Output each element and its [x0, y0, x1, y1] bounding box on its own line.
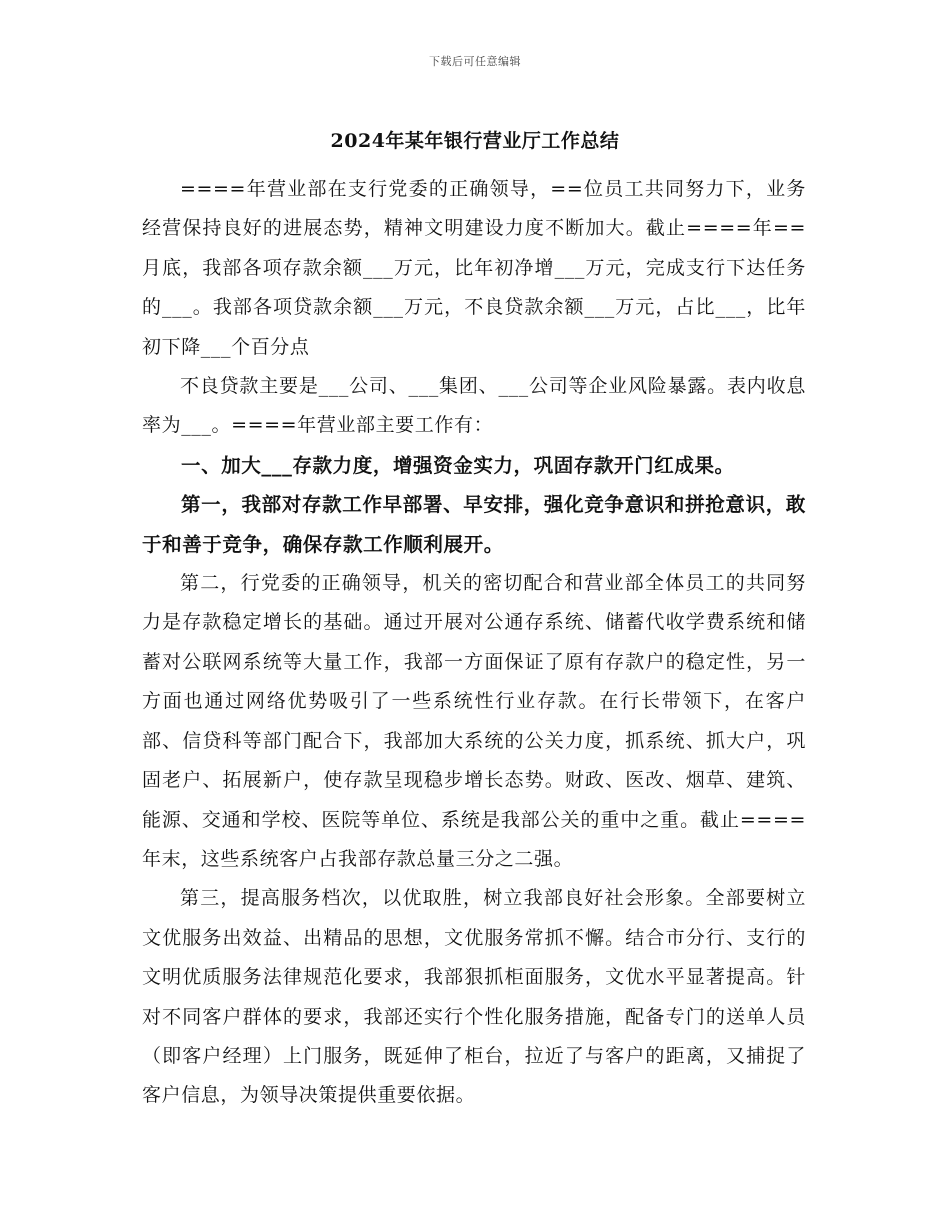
section-heading-deposits: 一、加大___存款力度，增强资金实力，巩固存款开门红成果。: [181, 453, 735, 477]
paragraph-third-point: 第三，提高服务档次，以优取胜，树立我部良好社会形象。全部要树立文优服务出效益、出精品的思想，文优服务常抓不懈。结合市分行、支行的文明优质服务法律规范化要求，我部狠抓柜面服务，文优水平显著提高。针对不同客户群体的要求，我部还实行个性化服务措施，配备专门的送单人员（即客户经理）上门服务，既延伸了柜台，拉近了与客户的距离，又捕捉了客户信息，为领导决策提供重要依据。: [142, 887, 806, 1107]
paragraph-intro: ====年营业部在支行党委的正确领导，==位员工共同努力下，业务经营保持良好的进展态势，精神文明建设力度不断加大。截止====年==月底，我部各项存款余额___万元，比年初净增___万元，完成支行下达任务的___。我部各项贷款余额___万元，不良贷款余额___万元，占比___，比年初下降___个百分点: [142, 178, 806, 358]
page-header-note: 下载后可任意编辑: [429, 55, 521, 68]
document-body: [142, 170, 806, 1116]
document-title: 2024年某年银行营业厅工作总结: [330, 130, 620, 152]
paragraph-second-point: 第二，行党委的正确领导，机关的密切配合和营业部全体员工的共同努力是存款稳定增长的基础。通过开展对公通存系统、储蓄代收学费系统和储蓄对公联网系统等大量工作，我部一方面保证了原有存款户的稳定性，另一方面也通过网络优势吸引了一些系统性行业存款。在行长带领下，在客户部、信贷科等部门配合下，我部加大系统的公关力度，抓系统、抓大户，巩固老户、拓展新户，使存款呈现稳步增长态势。财政、医改、烟草、建筑、能源、交通和学校、医院等单位、系统是我部公关的重中之重。截止====年末，这些系统客户占我部存款总量三分之二强。: [142, 572, 806, 870]
paragraph-first-point: 第一，我部对存款工作早部署、早安排，强化竞争意识和拼抢意识，敢于和善于竞争，确保存款工作顺利展开。: [142, 493, 806, 556]
paragraph-bad-loans: 不良贷款主要是___公司、___集团、___公司等企业风险暴露。表内收息率为___。====年营业部主要工作有：: [142, 375, 806, 437]
